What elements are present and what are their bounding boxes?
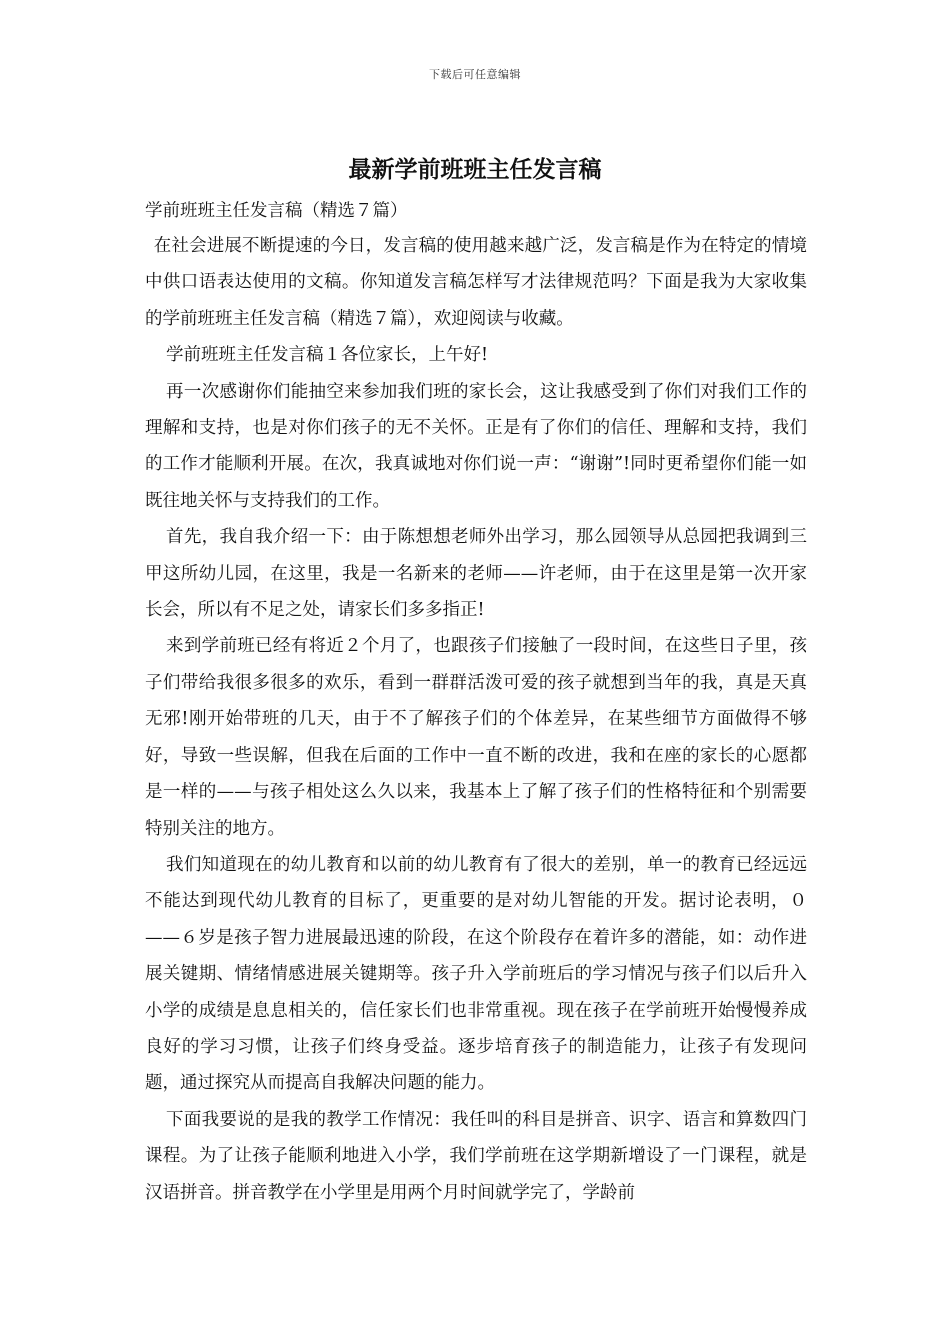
paragraph-education: 我们知道现在的幼儿教育和以前的幼儿教育有了很大的差别，单一的教育已经远远不能达到现代幼儿教育的目标了，更重要的是对幼儿智能的开发。据讨论表明，０——６岁是孩子智力进展最迅速的阶段，在这个阶段存在着许多的潜能，如：动作进展关键期、情绪情感进展关键期等。孩子升入学前班后的学习情况与孩子们以后升入小学的成绩是息息相关的，信任家长们也非常重视。现在孩子在学前班开始慢慢养成良好的学习习惯，让孩子们终身受益。逐步培育孩子的制造能力，让孩子有发现问题，通过探究从而提高自我解决问题的能力。	[145, 854, 807, 1094]
paragraph-intro: 在社会进展不断提速的今日，发言稿的使用越来越广泛，发言稿是作为在特定的情境中供口语表达使用的文稿。你知道发言稿怎样写才法律规范吗？下面是我为大家收集的学前班班主任发言稿（精选７篇），欢迎阅读与收藏。	[145, 236, 807, 329]
document-subtitle: 学前班班主任发言稿（精选７篇）	[145, 201, 408, 221]
document-title: 最新学前班班主任发言稿	[348, 156, 602, 183]
document-body	[145, 228, 807, 1211]
paragraph-experience: 来到学前班已经有将近２个月了，也跟孩子们接触了一段时间，在这些日子里，孩子们带给我很多很多的欢乐，看到一群群活泼可爱的孩子就想到当年的我，真是天真无邪!刚开始带班的几天，由于不了解孩子们的个体差异，在某些细节方面做得不够好，导致一些误解，但我在后面的工作中一直不断的改进，我和在座的家长的心愿都是一样的——与孩子相处这么久以来，我基本上了解了孩子们的性格特征和个别需要特别关注的地方。	[145, 636, 807, 839]
paragraph-teaching: 下面我要说的是我的教学工作情况：我任叫的科目是拼音、识字、语言和算数四门课程。为了让孩子能顺利地进入小学，我们学前班在这学期新增设了一门课程，就是汉语拼音。拼音教学在小学里是用两个月时间就学完了，学龄前	[145, 1109, 807, 1203]
paragraph-thanks: 再一次感谢你们能抽空来参加我们班的家长会，这让我感受到了你们对我们工作的理解和支持，也是对你们孩子的无不关怀。正是有了你们的信任、理解和支持，我们的工作才能顺利开展。在次，我真诚地对你们说一声：“谢谢”!同时更希望你们能一如既往地关怀与支持我们的工作。	[145, 381, 807, 511]
page-header-note: 下载后可任意编辑	[429, 68, 521, 81]
paragraph-self-intro: 首先，我自我介绍一下：由于陈想想老师外出学习，那么园领导从总园把我调到三甲这所幼儿园，在这里，我是一名新来的老师——许老师，由于在这里是第一次开家长会，所以有不足之处，请家长们多多指正!	[145, 527, 807, 621]
paragraph-greeting: 学前班班主任发言稿１各位家长，上午好!	[166, 345, 489, 366]
